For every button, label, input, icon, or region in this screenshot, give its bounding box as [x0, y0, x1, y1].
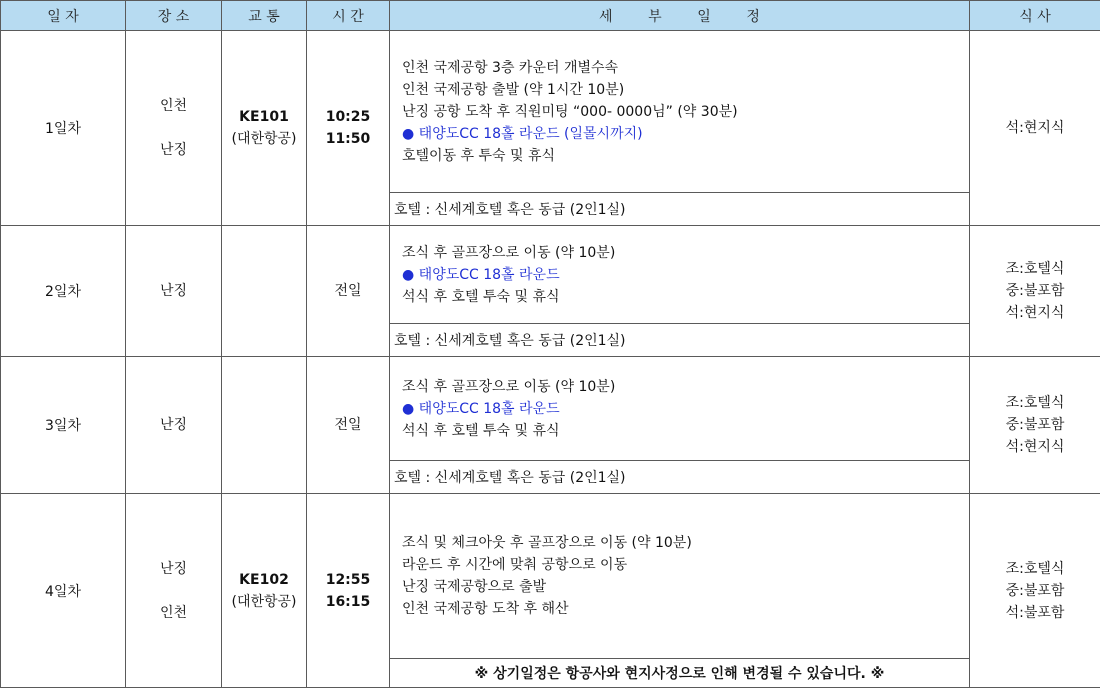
- day-1-line-4: ● 태양도CC 18홀 라운드 (일몰시까지): [402, 125, 643, 142]
- day-1-times: [307, 31, 390, 226]
- day-3-place-1: 난징: [159, 417, 188, 433]
- day-1-places: [126, 31, 222, 226]
- header-time: 시 간: [307, 1, 390, 31]
- schedule-notice: ※ 상기일정은 항공사와 현지사정으로 인해 변경될 수 있습니다. ※: [390, 659, 970, 688]
- day-4-line-1: 조식 및 체크아웃 후 골프장으로 이동 (약 10분): [402, 535, 692, 551]
- day-4-place-1: 난징: [159, 560, 188, 577]
- day-2-times: [307, 226, 390, 357]
- day-3-transport: [222, 357, 307, 494]
- day-3-detail: [390, 357, 970, 461]
- day-2-meal-2: 중:불포함: [1005, 283, 1065, 299]
- day-1-airline: (대한항공): [231, 131, 297, 147]
- day-2-meal-3: 석:현지식: [1005, 305, 1065, 321]
- day-1-line-1: 인천 국제공항 3층 카운터 개별수속: [402, 59, 619, 76]
- day-4-place-2: 인천: [159, 604, 188, 621]
- day-4-meal-3: 석:불포함: [1005, 604, 1065, 621]
- header-day: 일 자: [1, 1, 126, 31]
- day-1-meal-1: 석:현지식: [1005, 120, 1065, 136]
- day-1-transport: [222, 31, 307, 226]
- header-place: 장 소: [126, 1, 222, 31]
- day-2-places: [126, 226, 222, 357]
- day-4-meal-1: 조:호텔식: [1005, 560, 1065, 577]
- day-4-meal-2: 중:불포함: [1005, 582, 1065, 599]
- day-2-transport: [222, 226, 307, 357]
- day-2-place-1: 난징: [159, 283, 188, 299]
- day-1-place-2: 난징: [159, 142, 188, 158]
- day-4-row: [1, 494, 1100, 659]
- day-4-time-2: 16:15: [325, 593, 371, 610]
- day-3-line-2: ● 태양도CC 18홀 라운드: [402, 400, 560, 417]
- day-4-flight: KE102: [239, 571, 289, 588]
- day-2-label: 2일차: [1, 226, 126, 357]
- day-3-row: [1, 357, 1100, 461]
- day-1-line-5: 호텔이동 후 투숙 및 휴식: [402, 147, 556, 164]
- day-3-meals: [970, 357, 1100, 494]
- day-4-line-3: 난징 국제공항으로 출발: [402, 579, 547, 595]
- day-4-meals: [970, 494, 1100, 688]
- day-3-label: 3일차: [1, 357, 126, 494]
- day-2-hotel: 호텔 : 신세계호텔 혹은 동급 (2인1실): [390, 324, 970, 357]
- day-2-line-3: 석식 후 호텔 투숙 및 휴식: [402, 288, 560, 305]
- day-3-line-3: 석식 후 호텔 투숙 및 휴식: [402, 422, 560, 439]
- day-4-time-1: 12:55: [325, 571, 371, 588]
- day-3-meal-2: 중:불포함: [1005, 417, 1065, 433]
- day-1-row: [1, 31, 1100, 193]
- day-2-meals: [970, 226, 1100, 357]
- day-4-label: 4일차: [1, 494, 126, 688]
- day-4-line-4: 인천 국제공항 도착 후 해산: [402, 601, 569, 617]
- day-2-line-1: 조식 후 골프장으로 이동 (약 10분): [402, 244, 616, 261]
- day-1-line-2: 인천 국제공항 출발 (약 1시간 10분): [402, 81, 625, 98]
- day-1-hotel: 호텔 : 신세계호텔 혹은 동급 (2인1실): [390, 193, 970, 226]
- day-4-line-2: 라운드 후 시간에 맞춰 공항으로 이동: [402, 557, 628, 573]
- day-1-line-3: 난징 공항 도착 후 직원미팅 “000- 0000님” (약 30분): [402, 103, 738, 120]
- day-1-place-1: 인천: [159, 98, 188, 114]
- day-1-flight: KE101: [239, 109, 289, 125]
- header-meal: 식 사: [970, 1, 1100, 31]
- day-2-time-1: 전일: [334, 283, 362, 299]
- header-transport: 교 통: [222, 1, 307, 31]
- day-4-places: [126, 494, 222, 688]
- day-1-detail: [390, 31, 970, 193]
- day-3-places: [126, 357, 222, 494]
- header-detail: 세 부 일 정: [390, 1, 970, 31]
- day-3-time-1: 전일: [334, 417, 362, 433]
- day-1-meals: [970, 31, 1100, 226]
- day-4-airline: (대한항공): [231, 593, 297, 610]
- day-1-label: 1일차: [1, 31, 126, 226]
- day-2-meal-1: 조:호텔식: [1005, 261, 1065, 277]
- day-1-time-1: 10:25: [325, 109, 371, 125]
- day-3-meal-3: 석:현지식: [1005, 439, 1065, 455]
- day-3-meal-1: 조:호텔식: [1005, 395, 1065, 411]
- day-4-times: [307, 494, 390, 688]
- day-4-transport: [222, 494, 307, 688]
- day-2-line-2: ● 태양도CC 18홀 라운드: [402, 266, 560, 283]
- day-3-hotel: 호텔 : 신세계호텔 혹은 동급 (2인1실): [390, 461, 970, 494]
- day-3-times: [307, 357, 390, 494]
- day-2-detail: [390, 226, 970, 324]
- day-3-line-1: 조식 후 골프장으로 이동 (약 10분): [402, 378, 616, 395]
- header-row: [1, 1, 1100, 31]
- day-2-row: [1, 226, 1100, 324]
- day-1-time-2: 11:50: [325, 131, 371, 147]
- day-4-detail: [390, 494, 970, 659]
